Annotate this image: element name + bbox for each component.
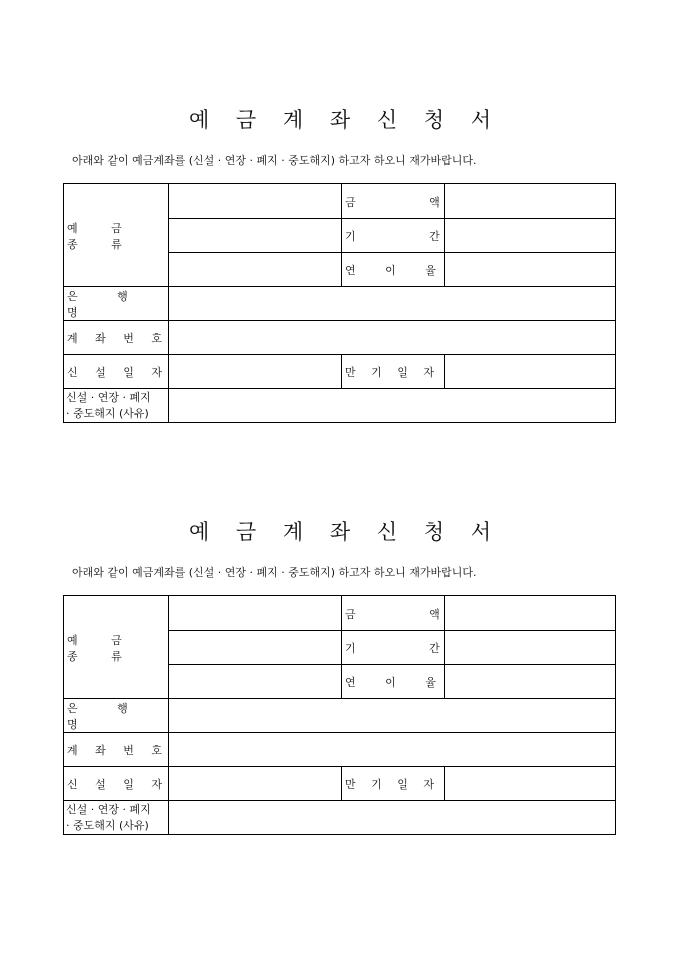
deposit-type-label-text bbox=[67, 220, 168, 252]
amount-label bbox=[341, 596, 444, 631]
maturity-date-field[interactable] bbox=[444, 354, 615, 389]
interest-rate-field[interactable] bbox=[444, 252, 615, 287]
maturity-date-label bbox=[341, 766, 444, 801]
period-field[interactable] bbox=[444, 630, 615, 665]
account-number-label-text: 계 좌 번 호 bbox=[67, 332, 162, 345]
period-label-text: 기 간 bbox=[345, 230, 440, 243]
bank-name-label bbox=[64, 286, 168, 321]
account-number-label bbox=[64, 320, 168, 355]
maturity-date-label-text: 만 기 일 자 bbox=[345, 366, 434, 379]
deposit-type-field-3[interactable] bbox=[168, 664, 341, 699]
interest-rate-label-text: 연 이 율 bbox=[345, 676, 436, 689]
bank-name-label-text: 은 행 명 bbox=[67, 290, 128, 319]
reason-label-line1: 신설 · 연장 · 폐지 bbox=[66, 802, 151, 816]
interest-rate-label-text: 연 이 율 bbox=[345, 264, 436, 277]
form-intro-text: 아래와 같이 예금계좌를 (신설 · 연장 · 폐지 · 중도해지) 하고자 하오니 재가바랍니다. bbox=[72, 566, 477, 579]
deposit-type-field-1[interactable] bbox=[168, 596, 341, 631]
account-number-label bbox=[64, 732, 168, 767]
open-date-label bbox=[64, 766, 168, 801]
bank-name-field[interactable] bbox=[168, 698, 615, 733]
open-date-label-text: 신 설 일 자 bbox=[67, 366, 162, 379]
maturity-date-field[interactable] bbox=[444, 766, 615, 801]
amount-label-text: 금 액 bbox=[345, 607, 440, 621]
period-label bbox=[341, 218, 444, 253]
reason-label-line2: · 중도해지 (사유) bbox=[66, 818, 149, 832]
account-number-field[interactable] bbox=[168, 732, 615, 767]
period-label bbox=[341, 630, 444, 665]
maturity-date-label-text: 만 기 일 자 bbox=[345, 778, 434, 791]
deposit-type-text: 예 금 종 류 bbox=[67, 221, 137, 251]
deposit-type-field-2[interactable] bbox=[168, 218, 341, 253]
deposit-type-label bbox=[64, 596, 168, 699]
account-number-label-text: 계 좌 번 호 bbox=[67, 744, 162, 757]
open-date-field[interactable] bbox=[168, 766, 341, 801]
reason-label bbox=[64, 388, 168, 422]
open-date-label bbox=[64, 354, 168, 389]
form-title: 예 금 계 좌 신 청 서 bbox=[188, 520, 502, 544]
deposit-type-field-3[interactable] bbox=[168, 252, 341, 287]
interest-rate-field[interactable] bbox=[444, 664, 615, 699]
amount-field[interactable] bbox=[444, 184, 615, 219]
reason-field[interactable] bbox=[168, 388, 615, 422]
form-title: 예 금 계 좌 신 청 서 bbox=[188, 108, 502, 132]
account-number-field[interactable] bbox=[168, 320, 615, 355]
maturity-date-label bbox=[341, 354, 444, 389]
deposit-type-label bbox=[64, 184, 168, 287]
bank-name-label bbox=[64, 698, 168, 733]
bank-name-field[interactable] bbox=[168, 286, 615, 321]
deposit-type-field-2[interactable] bbox=[168, 630, 341, 665]
application-form-2 bbox=[0, 516, 680, 876]
bank-name-label-text: 은 행 명 bbox=[67, 702, 128, 731]
interest-rate-label bbox=[341, 252, 444, 287]
deposit-type-label-text bbox=[67, 632, 168, 664]
interest-rate-label bbox=[341, 664, 444, 699]
amount-label-text: 금 액 bbox=[345, 195, 440, 209]
application-table bbox=[63, 595, 616, 835]
period-field[interactable] bbox=[444, 218, 615, 253]
open-date-field[interactable] bbox=[168, 354, 341, 389]
amount-label bbox=[341, 184, 444, 219]
deposit-type-text: 예 금 종 류 bbox=[67, 633, 137, 663]
reason-label-line1: 신설 · 연장 · 폐지 bbox=[66, 390, 151, 404]
reason-field[interactable] bbox=[168, 800, 615, 834]
form-intro-text: 아래와 같이 예금계좌를 (신설 · 연장 · 폐지 · 중도해지) 하고자 하오니 재가바랍니다. bbox=[72, 154, 477, 167]
reason-label-line2: · 중도해지 (사유) bbox=[66, 406, 149, 420]
reason-label bbox=[64, 800, 168, 834]
deposit-type-field-1[interactable] bbox=[168, 184, 341, 219]
application-table bbox=[63, 183, 616, 423]
open-date-label-text: 신 설 일 자 bbox=[67, 778, 162, 791]
application-form-1 bbox=[0, 104, 680, 464]
period-label-text: 기 간 bbox=[345, 642, 440, 655]
amount-field[interactable] bbox=[444, 596, 615, 631]
